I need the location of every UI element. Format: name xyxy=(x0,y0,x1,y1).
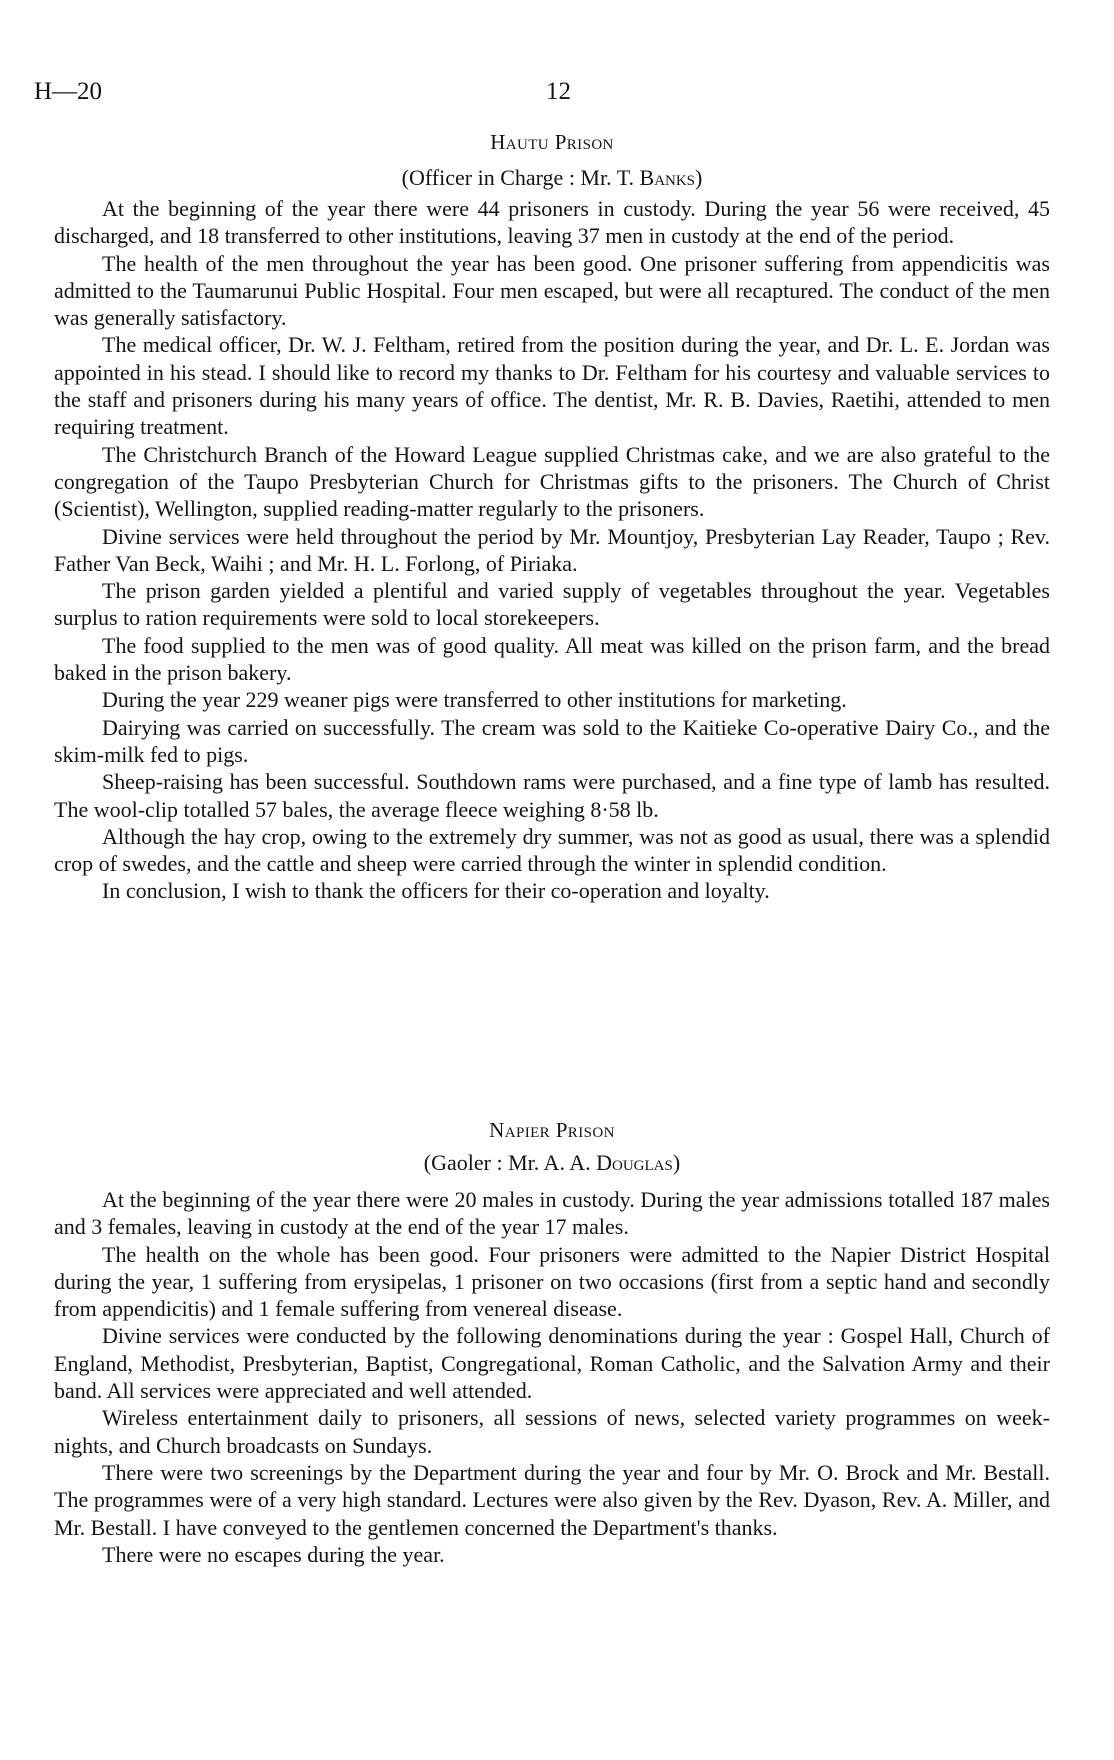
hautu-officer-name: Banks xyxy=(639,165,696,190)
paragraph: Dairying was carried on successfully. The cream was sold to the Kaitieke Co-operative Dairy Co., and the skim-milk fed to pigs. xyxy=(54,714,1050,767)
paragraph: Although the hay crop, owing to the extremely dry summer, was not as good as usual, there was a splendid crop of swedes, and the cattle and sheep were carried through the winter in splendid condition. xyxy=(54,823,1050,877)
paragraph: Wireless entertainment daily to prisoners, all sessions of news, selected variety programmes on week-nights, and Church broadcasts on Sundays. xyxy=(54,1405,1050,1458)
paragraph: Divine services were held throughout the period by Mr. Mountjoy, Presbyterian Lay Reader, Taupo ; Rev. Father Van Beck, Waihi ; and Mr. H. L. Forlong, of Piriaka. xyxy=(54,523,1050,576)
hautu-section-subtitle xyxy=(54,165,1050,191)
page-header xyxy=(34,78,1094,118)
paragraph: There were two screenings by the Department during the year and four by Mr. O. Brock and Mr. Bestall. The programmes were of a very high standard. Lectures were also given by the Rev. Dyason, Rev. A. Miller, and Mr. Bestall. I have conveyed to the gentlemen concerned the Department's thanks. xyxy=(54,1459,1050,1540)
napier-subtitle-suffix: ) xyxy=(672,1150,681,1175)
paragraph: The medical officer, Dr. W. J. Feltham, retired from the position during the year, and Dr. L. E. Jordan was appointed in his stead. I should like to record my thanks to Dr. Feltham for his courtesy and valuable services to the staff and prisoners during his many years of office. The dentist, Mr. R. B. Davies, Raetihi, attended to men requiring treatment. xyxy=(54,332,1050,440)
paragraph: During the year 229 weaner pigs were transferred to other institutions for marketing. xyxy=(102,687,847,713)
paragraph: Divine services were conducted by the following denominations during the year : Gospel Hall, Church of England, Methodist, Presbyterian, Baptist, Congregational, Roman Catholic, and the Salvation Army and their band. All services were appreciated and well attended. xyxy=(54,1323,1050,1404)
paragraph: There were no escapes during the year. xyxy=(102,1541,445,1567)
paragraph: At the beginning of the year there were 44 prisoners in custody. During the year 56 were received, 45 discharged, and 18 transferred to other institutions, leaving 37 men in custody at the end of the period. xyxy=(54,196,1050,249)
napier-gaoler-name: Douglas xyxy=(596,1150,673,1175)
page-number: 12 xyxy=(546,78,571,105)
paragraph: At the beginning of the year there were 20 males in custody. During the year admissions totalled 187 males and 3 females, leaving in custody at the end of the year 17 males. xyxy=(54,1187,1050,1240)
napier-section-title: Napier Prison xyxy=(489,1118,615,1142)
paragraph: Sheep-raising has been successful. Southdown rams were purchased, and a fine type of lamb has resulted. The wool-clip totalled 57 bales, the average fleece weighing 8·58 lb. xyxy=(54,769,1050,822)
paragraph: The Christchurch Branch of the Howard League supplied Christmas cake, and we are also grateful to the congregation of the Taupo Presbyterian Church for Christmas gifts to the prisoners. The Church of Christ (Scientist), Wellington, supplied reading-matter regularly to the prisoners. xyxy=(54,441,1050,522)
hautu-section-body xyxy=(54,195,1050,905)
paragraph: The food supplied to the men was of good quality. All meat was killed on the prison farm, and the bread baked in the prison bakery. xyxy=(54,632,1050,686)
paragraph: The health on the whole has been good. Four prisoners were admitted to the Napier District Hospital during the year, 1 suffering from erysipelas, 1 prisoner on two occasions (first from a septic hand and secondly from appendicitis) and 1 female suffering from venereal disease. xyxy=(54,1241,1050,1322)
document-number: H—20 xyxy=(34,78,103,105)
paragraph: The prison garden yielded a plentiful and varied supply of vegetables throughout the year. Vegetables surplus to ration requirements were sold to local storekeepers. xyxy=(54,578,1050,631)
napier-section-subtitle xyxy=(54,1150,1050,1176)
napier-subtitle-prefix: (Gaoler : Mr. A. A. xyxy=(423,1150,597,1175)
paragraph: The health of the men throughout the year has been good. One prisoner suffering from appendicitis was admitted to the Taumarunui Public Hospital. Four men escaped, but were all recaptured. The conduct of the men was generally satisfactory. xyxy=(54,250,1050,331)
napier-section-body xyxy=(54,1186,1050,1568)
hautu-subtitle-prefix: (Officer in Charge : Mr. T. xyxy=(401,165,640,190)
hautu-subtitle-suffix: ) xyxy=(695,165,703,190)
paragraph: In conclusion, I wish to thank the officers for their co-operation and loyalty. xyxy=(102,878,770,904)
hautu-section-title: Hautu Prison xyxy=(490,130,614,154)
